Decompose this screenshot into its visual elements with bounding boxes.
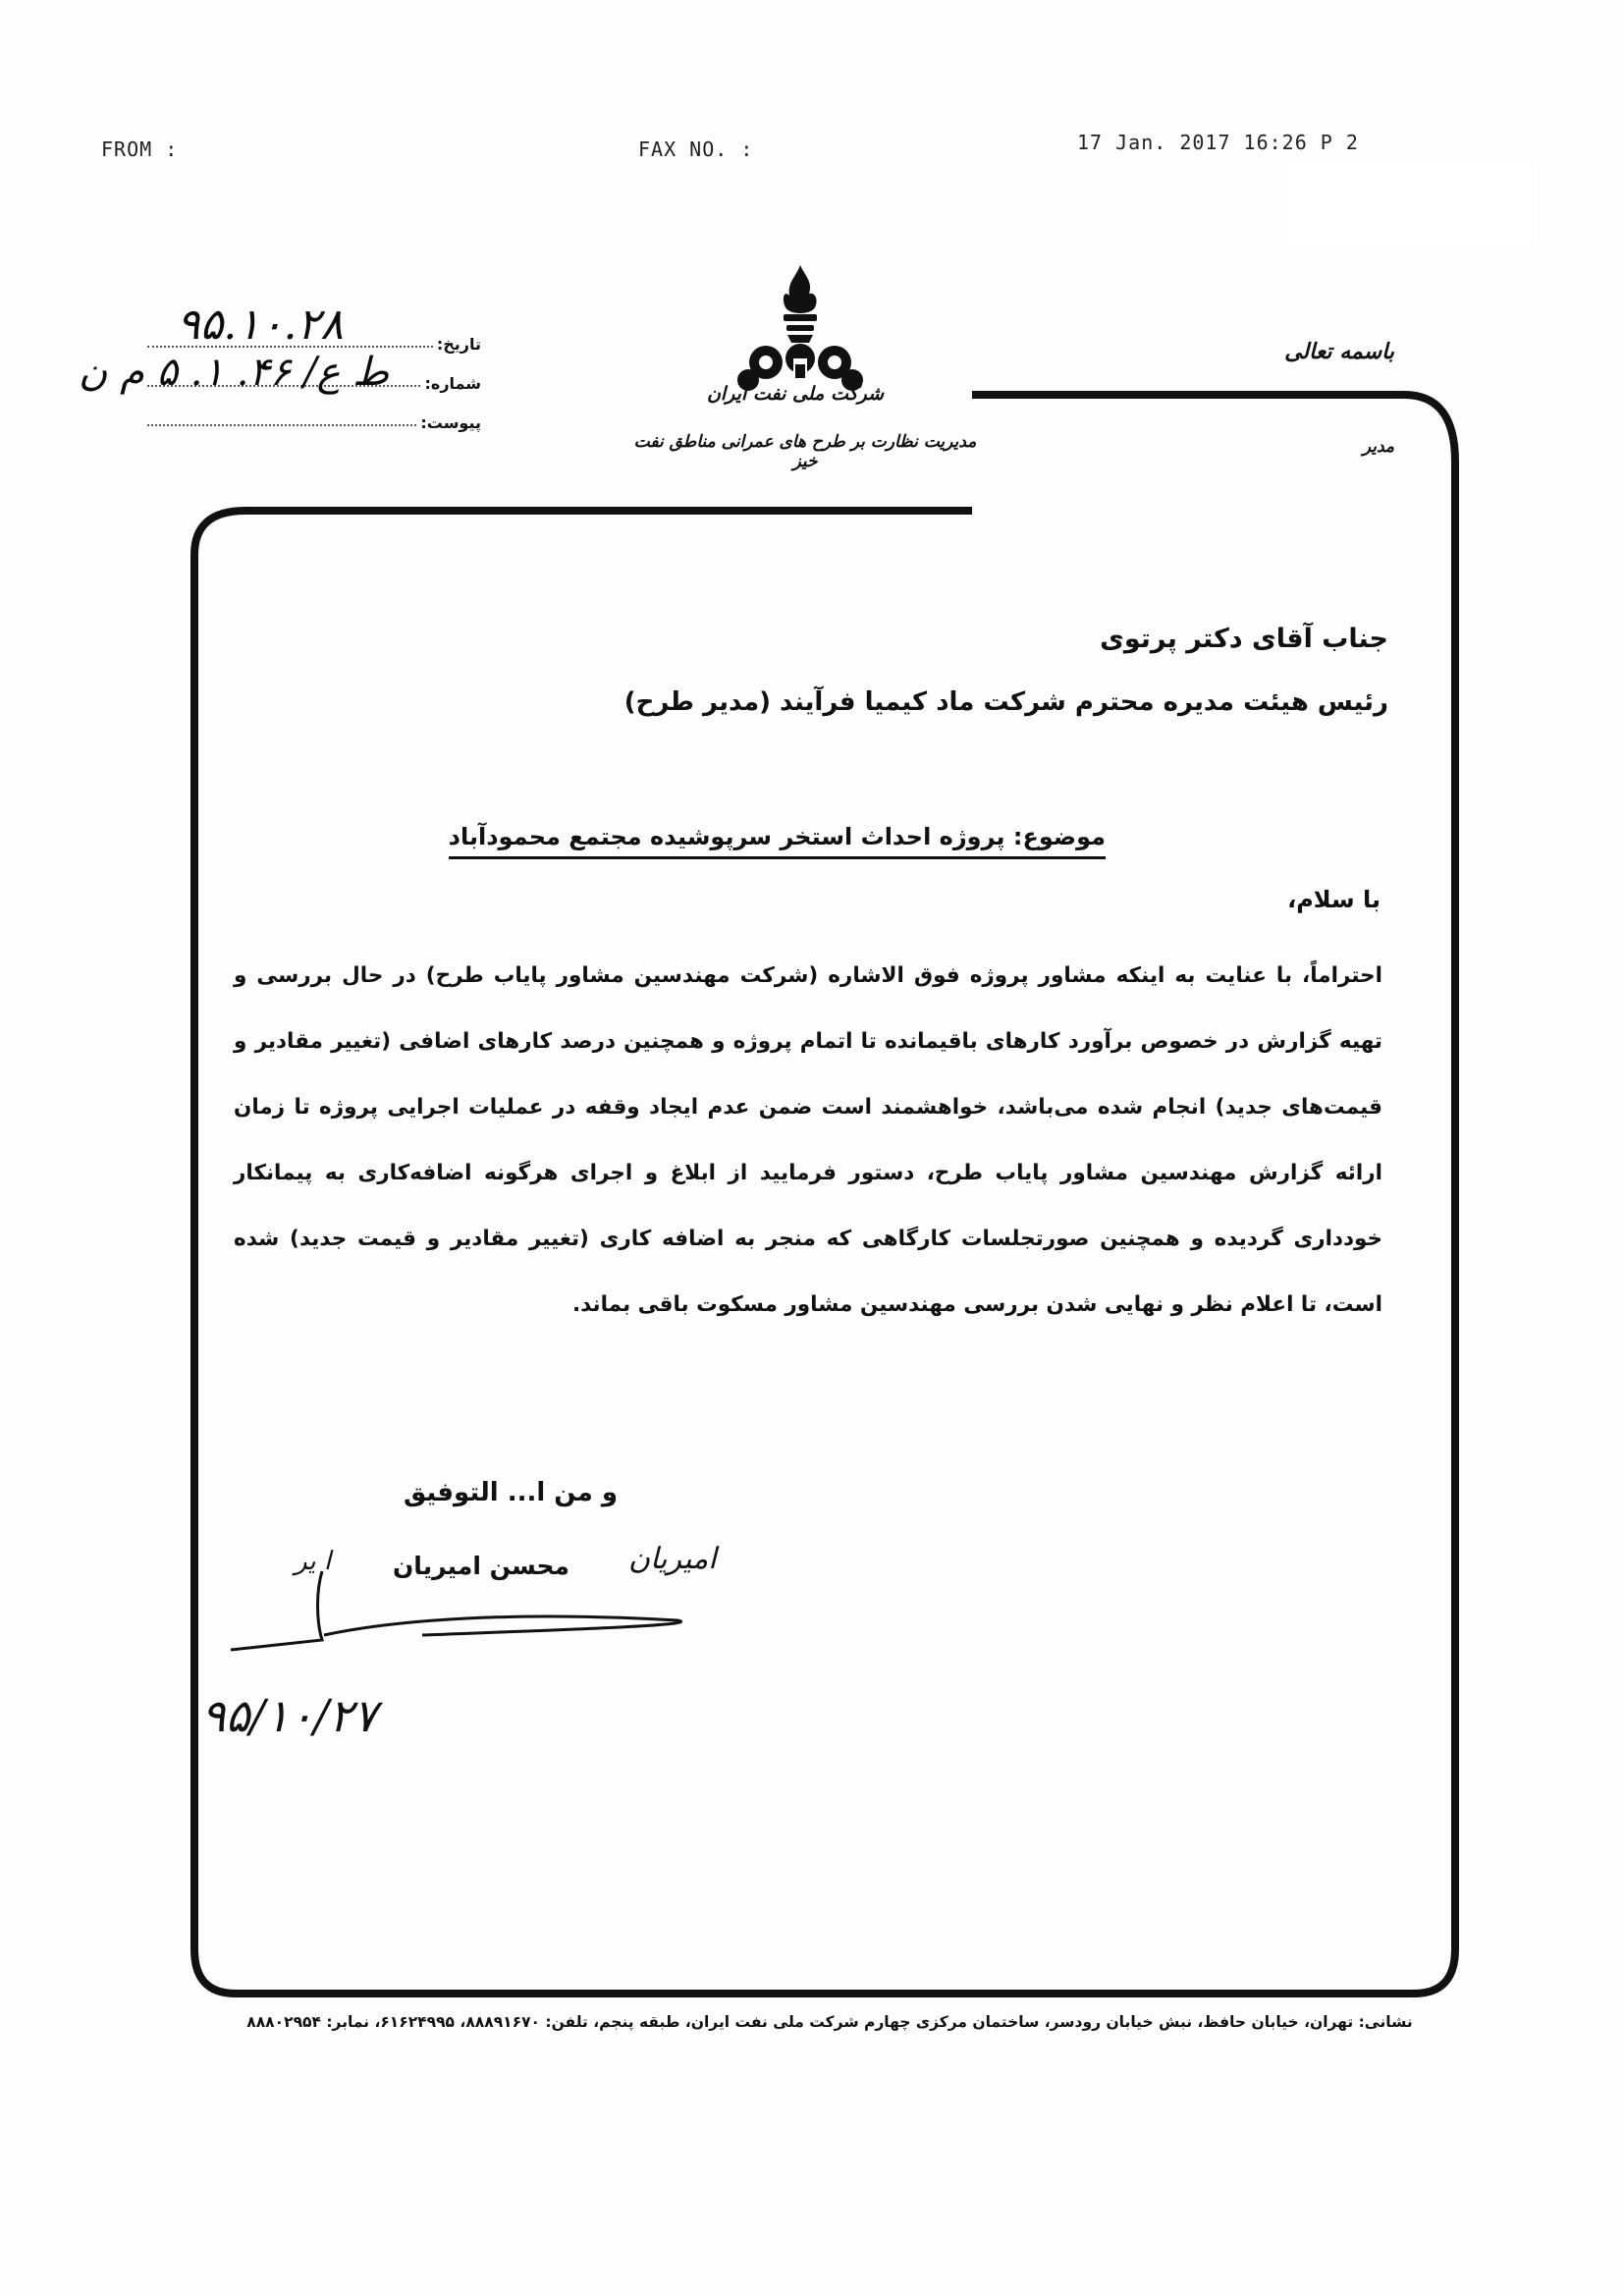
invocation-text: باسمه تعالی (1284, 339, 1394, 364)
letter-subject: موضوع: پروژه احداث استخر سرپوشیده مجتمع محمودآباد (449, 823, 1106, 859)
fax-timestamp: 17 Jan. 2017 16:26 P 2 (1077, 131, 1359, 154)
organization-name: شرکت ملی نفت ایران (706, 383, 885, 405)
footer-address: نشانی: تهران، خیابان حافظ، نبش خیابان رودسر، ساختمان مرکزی چهارم شرکت ملی نفت ایران، طبقه پنجم، تلفن: ۸۸۸۹۱۶۷۰، ۶۱۶۲۴۹۹۵، نمابر: ۸۸۸۰۲۹۵۴ (246, 2013, 1413, 2031)
attachment-label: پیوست: (420, 413, 481, 432)
date-label: تاریخ: (436, 335, 481, 354)
department-name: مدیریت نظارت بر طرح های عمرانی مناطق نفت خیز (633, 432, 977, 471)
redaction-patch (1281, 162, 1537, 246)
date-value: ۹۵.۱۰.۲۸ (177, 300, 344, 350)
number-field (79, 350, 481, 395)
signer-name: محسن امیریان (392, 1552, 570, 1580)
letter-meta (79, 300, 481, 432)
fax-number-label: FAX NO. : (638, 137, 754, 161)
handwritten-sign-date: ۹۵/۱۰/۲۷ (201, 1689, 378, 1742)
handwritten-annotation: امیریان (628, 1542, 717, 1576)
letter-body: احتراماً، با عنایت به اینکه مشاور پروژه فوق الاشاره (شرکت مهندسین مشاور پایاب طرح) در حال بررسی و تهیه گزارش در خصوص برآورد کارهای باقیمانده تا اتمام پروژه و همچنین درصد کارهای اضافی (تغییر مقادیر و قیمت‌های جدید) انجام شده می‌باشد، خواهشمند است ضمن عدم ایجاد وقفه در عملیات اجرایی پروژه تا زمان ارائه گزارش مهندسین مشاور پایاب طرح، دستور فرمایید از ابلاغ و اجرای هرگونه اضافه‌کاری به پیمانکار خودداری گردیده و همچنین صورتجلسات کارگاهی که منجر به اضافه کاری (تغییر مقادیر و قیمت جدید) شده است، تا اعلام نظر و نهایی شدن بررسی مهندسین مشاور مسکوت باقی بماند. (234, 963, 1382, 1317)
date-field (147, 300, 481, 354)
addressee-title: رئیس هیئت مدیره محترم شرکت ماد کیمیا فرآیند (مدیر طرح) (623, 687, 1388, 717)
attachment-field (147, 393, 481, 432)
handwritten-annotation: ا یر (295, 1547, 332, 1576)
addressee-name: جناب آقای دکتر پرتوی (1100, 624, 1388, 654)
attachment-value (147, 407, 416, 426)
number-label: شماره: (424, 374, 481, 393)
recipient-role: مدیر (1362, 437, 1394, 457)
number-value: ط ع/ ۴۶. ۱. ۵ م ن (79, 350, 390, 395)
signature-stroke (231, 1571, 322, 1650)
fax-from-label: FROM : (101, 137, 179, 161)
signature-stroke (324, 1616, 681, 1635)
closing-phrase: و من ا... التوفیق (403, 1478, 619, 1507)
greeting: با سلام، (1287, 886, 1380, 913)
